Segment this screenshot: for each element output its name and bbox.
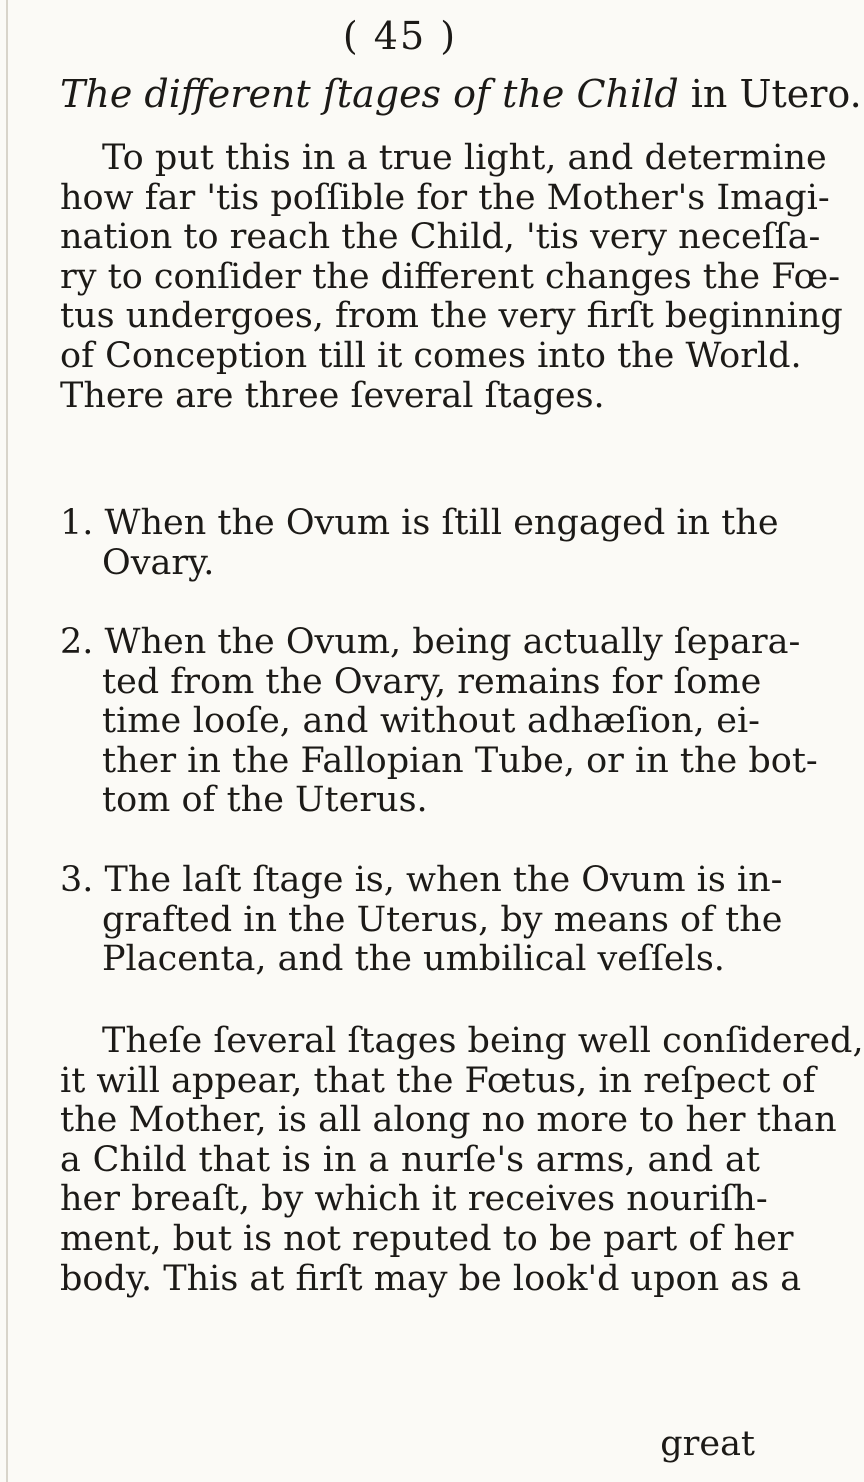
page-number: ( 45 ) (342, 14, 458, 58)
catchword: great (660, 1424, 755, 1464)
chapter-heading (60, 72, 862, 116)
paragraph-conclusion (60, 1021, 864, 1299)
text-line: ry to conſider the different changes the Fœ- (60, 256, 841, 297)
page-edge-shadow (6, 0, 8, 1482)
heading-roman: in Utero. (678, 72, 862, 116)
text-line: nation to reach the Child, 'tis very neceſſa- (60, 217, 821, 258)
list-item-2 (60, 622, 818, 821)
text-line: 2. When the Ovum, being actually ſepara- (60, 622, 801, 662)
text-line: To put this in a true light, and determine (102, 138, 827, 178)
text-line: Placenta, and the umbilical veſſels. (102, 939, 725, 980)
text-line: 1. When the Ovum is ſtill engaged in the (60, 503, 779, 543)
text-line: Ovary. (102, 542, 215, 583)
list-item-1 (60, 503, 779, 583)
text-line: ment, but is not reputed to be part of her (60, 1218, 794, 1259)
text-line: Theſe ſeveral ſtages being well conſidered, (102, 1021, 864, 1061)
text-line: the Mother, is all along no more to her than (60, 1100, 837, 1141)
text-line: a Child that is in a nurſe's arms, and at (60, 1139, 760, 1180)
list-item-3 (60, 860, 783, 980)
text-line: how far 'tis poſſible for the Mother's Imagi- (60, 177, 830, 218)
text-line: ther in the Fallopian Tube, or in the bot- (102, 740, 818, 781)
text-line: body. This at firſt may be look'd upon as a (60, 1258, 802, 1299)
text-line: tus undergoes, from the very firſt beginning (60, 296, 843, 337)
text-line: her breaſt, by which it receives nouriſh- (60, 1179, 768, 1220)
paragraph-intro (60, 138, 843, 416)
text-line: There are three ſeveral ſtages. (60, 375, 605, 416)
text-line: of Conception till it comes into the World. (60, 335, 802, 376)
text-line: ted from the Ovary, remains for ſome (102, 661, 762, 702)
text-line: grafted in the Uterus, by means of the (102, 899, 783, 940)
text-line: time looſe, and without adhæſion, ei- (102, 701, 760, 742)
text-line: it will appear, that the Fœtus, in reſpect of (60, 1060, 816, 1101)
text-line: 3. The laſt ſtage is, when the Ovum is in- (60, 860, 783, 900)
text-line: tom of the Uterus. (102, 780, 428, 821)
heading-italic: The different ſtages of the Child (60, 72, 679, 116)
